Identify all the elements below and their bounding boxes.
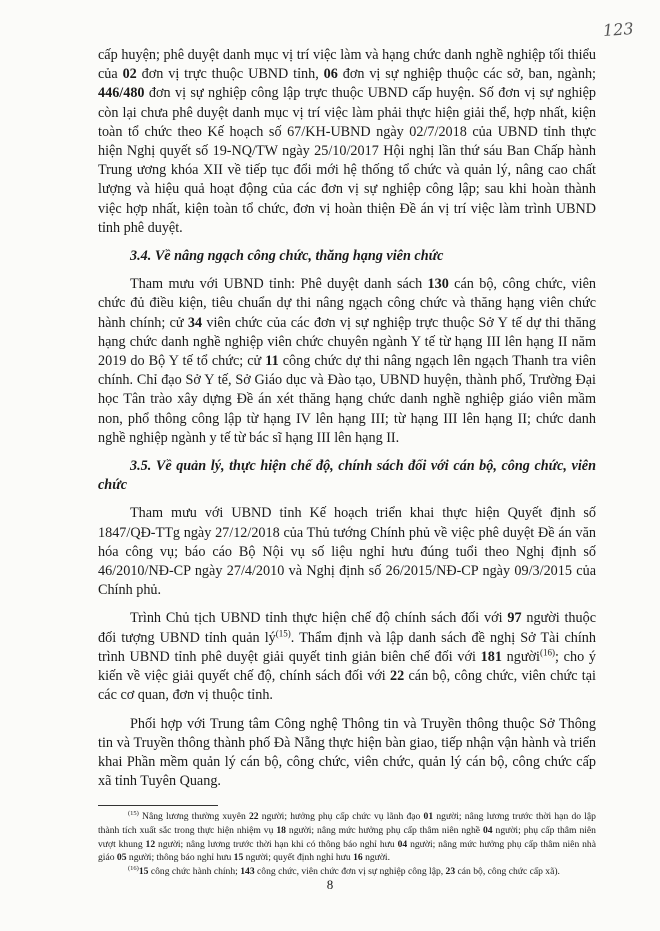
- footnote15-run: 22: [249, 811, 259, 823]
- footnote-15: [98, 810, 596, 864]
- footnote15-run: người; thông báo nghỉ hưu: [126, 852, 234, 864]
- footnote15-run: 04: [397, 838, 408, 850]
- footnote15-run: 01: [423, 811, 434, 823]
- para1-run: đơn vị trực thuộc UBND tỉnh,: [136, 66, 324, 83]
- footnote16-run: cán bộ, công chức cấp xã).: [455, 865, 560, 877]
- footnote15-run: người; hưởng phụ cấp chức vụ lãnh đạo: [258, 811, 424, 823]
- para2-run: 34: [187, 314, 203, 331]
- footnote15-run: người; quyết định nghỉ hưu: [243, 852, 354, 864]
- paragraph-policy-execution: [98, 609, 596, 705]
- footnote16-run: 15: [138, 865, 149, 877]
- paragraph-promotion: [98, 275, 596, 448]
- footnote15-run: người; nâng mức hưởng phụ cấp thâm niên nhà giáo: [98, 838, 596, 864]
- para5-run: Phối hợp với Trung tâm Công nghệ Thông tin và Truyền thông thuộc Sở Thông tin và Truyền thông thành phố Đà Nẵng thực hiện bàn giao, tiếp nhận vận hành và triển khai Phần mềm quản lý cán bộ, công chức, viên chức, quản lý cán bộ, công chức cấp xã tỉnh Tuyên Quang.: [98, 715, 596, 790]
- footnote15-run: Nâng lương thường xuyên: [138, 811, 249, 823]
- para4-run: (15): [275, 627, 291, 638]
- document-page: [98, 42, 596, 878]
- para2-run: Tham mưu với UBND tỉnh: Phê duyệt danh sách: [130, 276, 428, 293]
- para4-run: người: [501, 648, 540, 665]
- para4-run: (16): [540, 647, 555, 658]
- footnote15-run: 05: [116, 852, 127, 864]
- page-number: 8: [326, 877, 334, 892]
- para4-run: 22: [390, 668, 405, 685]
- para4-run: 97: [507, 610, 522, 627]
- footnote15-run: người; nâng lương trước thời hạn do lập thành tích xuất sắc trong thực hiện nhiệm vụ: [98, 811, 596, 836]
- para2-run: viên chức của các đơn vị sự nghiệp trực thuộc Sở Y tế dự thi thăng hạng chức danh nghề nghiệp viên chức chuyên ngành Y tế từ hạng III lên hạng II năm 2019 do Bộ Y tế tổ chức; cử: [98, 314, 596, 370]
- footnote16-run: (16): [128, 864, 139, 872]
- heading-3-4: 3.4. Về nâng ngạch công chức, thăng hạng viên chức: [130, 248, 444, 265]
- para1-run: đơn vị sự nghiệp công lập trực thuộc UBND cấp huyện. Số đơn vị sự nghiệp còn lại chưa phê duyệt danh mục vị trí việc làm phải thực hiện giải thể, hợp nhất, kiện toàn tổ chức theo Kế hoạch số 67/KH-UBND ngày 02/7/2018 của UBND tỉnh thực hiện Nghị quyết số 19-NQ/TW ngày 25/10/2017 Hội nghị lần thứ sáu Ban Chấp hành Trung ương khóa XII về tiếp tục đổi mới hệ thống tổ chức và quản lý, nâng cao chất lượng và hiệu quả hoạt động của các đơn vị sự nghiệp công lập; sau khi hoàn thành việc hợp nhất, kiện toàn tổ chức, đơn vị hoàn thiện Đề án vị trí việc làm trình UBND tỉnh phê duyệt.: [98, 85, 596, 236]
- footnote-divider: [98, 805, 218, 806]
- paragraph-software-handover: [98, 715, 596, 792]
- para1-run: cấp huyện; phê duyệt danh mục vị trí việc làm và hạng chức danh nghề nghiệp tối thiểu của: [98, 47, 596, 83]
- para2-run: công chức dự thi nâng ngạch lên ngạch Thanh tra viên chính. Chỉ đạo Sở Y tế, Sở Giáo dục và Đào tạo, UBND huyện, thành phố, Trường Đại học Tân trào xây dựng Đề án xét thăng hạng chức danh nghề nghiệp giáo viên mầm non, phổ thông công lập từ hạng IV lên hạng III; từ hạng III lên hạng II; chức danh nghề nghiệp ngành y tế từ bác sĩ hạng III lên hạng II.: [98, 353, 596, 446]
- footnote15-run: người; phụ cấp thâm niên vượt khung: [98, 824, 596, 850]
- footnote15-run: người; nâng mức hưởng phụ cấp thâm niên nghề: [285, 824, 483, 836]
- footnote15-run: 12: [145, 838, 156, 850]
- para1-run: 06: [323, 66, 338, 83]
- para2-run: 130: [427, 276, 449, 293]
- para1-run: đơn vị sự nghiệp thuộc các sở, ban, ngành;: [337, 66, 596, 83]
- heading-3-5: 3.5. Về quản lý, thực hiện chế độ, chính sách đối với cán bộ, công chức, viên chức: [98, 458, 596, 494]
- para1-run: 446/480: [98, 85, 145, 102]
- footnote16-run: công chức hành chính;: [148, 865, 241, 877]
- footnote15-run: 16: [353, 852, 363, 864]
- footnote16-run: công chức, viên chức đơn vị sự nghiệp công lập,: [254, 865, 446, 877]
- para4-run: 181: [480, 648, 502, 665]
- paragraph-job-positions: [98, 46, 596, 238]
- footnote15-run: người; nâng lương trước thời hạn khi có thông báo nghỉ hưu: [155, 838, 398, 850]
- footnote15-run: 15: [233, 852, 244, 864]
- para4-run: người thuộc đối tượng UBND tỉnh quản lý: [98, 610, 597, 646]
- footnote15-run: người.: [362, 852, 391, 864]
- para4-run: . Thẩm định và lập danh sách đề nghị Sở Tài chính trình UBND tỉnh phê duyệt giải quyết tinh giản biên chế đối với: [98, 629, 596, 665]
- para2-run: 11: [265, 353, 279, 370]
- para1-run: 02: [122, 66, 137, 83]
- footnote15-run: 18: [276, 824, 286, 836]
- footnote15-run: (15): [128, 810, 139, 818]
- footnote16-run: 143: [240, 865, 255, 877]
- footnote15-run: 04: [483, 824, 493, 836]
- para4-run: ; cho ý kiến về việc giải quyết chế độ, chính sách đối với: [98, 648, 596, 685]
- para4-run: cán bộ, công chức, viên chức tại các cơ quan, đơn vị thuộc tỉnh.: [98, 668, 596, 704]
- para4-run: Trình Chủ tịch UBND tỉnh thực hiện chế độ chính sách đối với: [130, 610, 508, 627]
- paragraph-policy-plan: [98, 504, 596, 600]
- para2-run: cán bộ, công chức, viên chức đủ điều kiện, tiêu chuẩn dự thi nâng ngạch công chức và thăng hạng viên chức hành chính; cử: [98, 276, 596, 331]
- handwritten-page-note: 123: [602, 18, 635, 41]
- para3-run: Tham mưu với UBND tỉnh Kế hoạch triển khai thực hiện Quyết định số 1847/QĐ-TTg ngày 27/12/2018 của Thủ tướng Chính phủ về việc phê duyệt Đề án văn hóa công vụ; báo cáo Bộ Nội vụ số liệu nghỉ hưu đúng tuổi theo Nghị định số 46/2010/NĐ-CP ngày 27/4/2010 và Nghị định số 26/2015/NĐ-CP ngày 09/3/2015 của Chính phủ.: [98, 505, 596, 599]
- footnote16-run: 23: [445, 865, 456, 877]
